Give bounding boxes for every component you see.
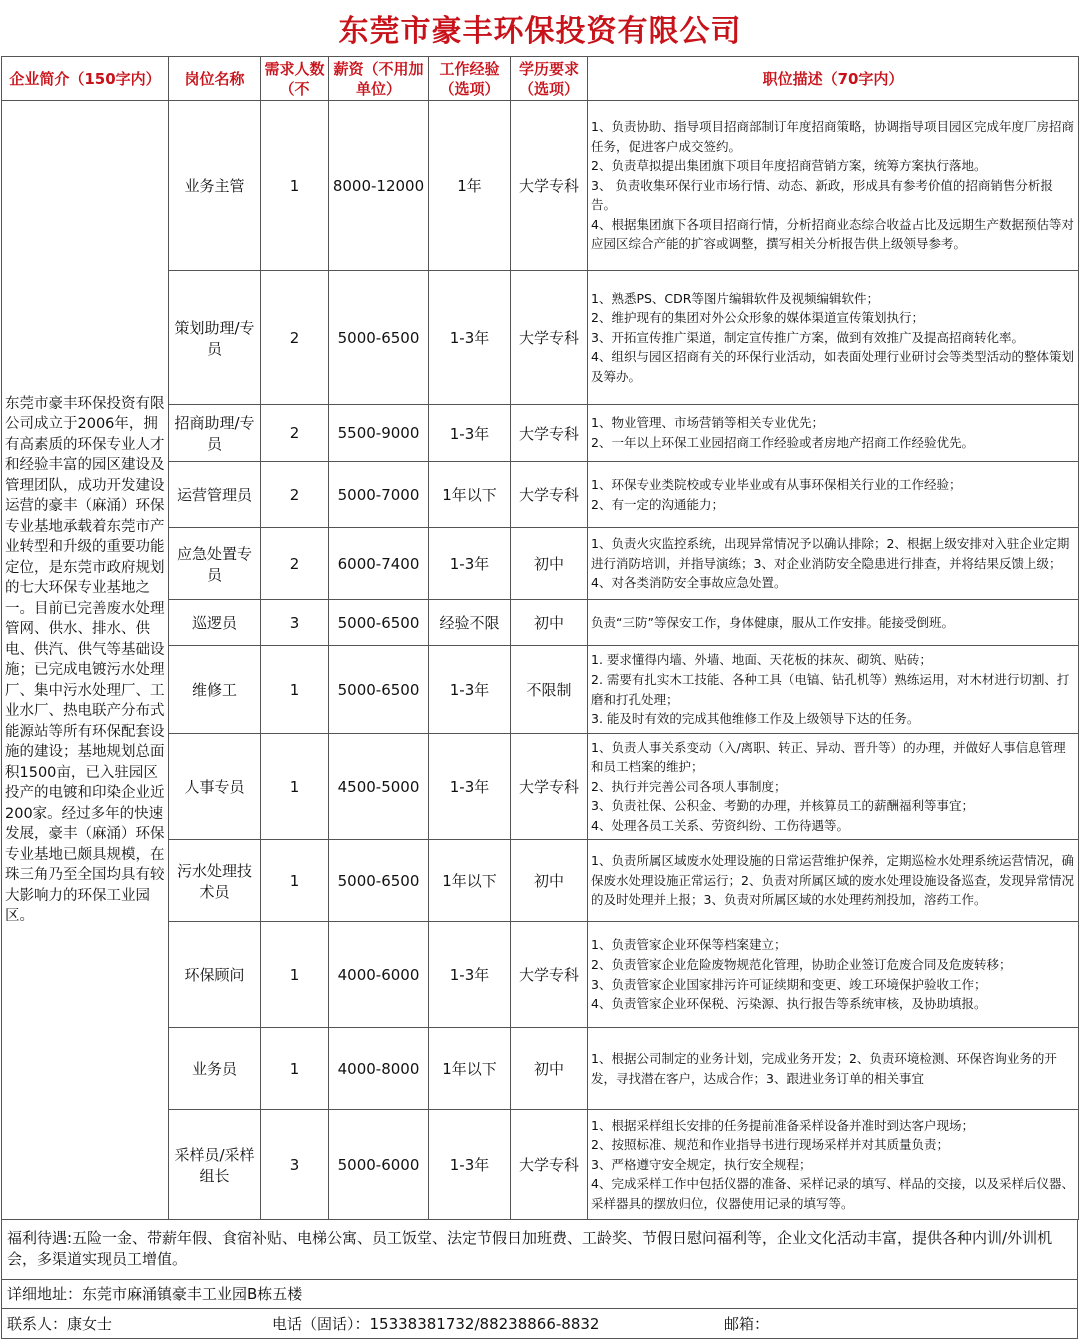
job-description bbox=[588, 646, 1079, 734]
job-position: 维修工 bbox=[169, 646, 261, 734]
job-count: 1 bbox=[261, 922, 329, 1028]
job-education: 初中 bbox=[511, 840, 588, 922]
job-salary: 4000-8000 bbox=[329, 1028, 429, 1110]
job-count: 3 bbox=[261, 600, 329, 646]
job-experience: 1-3年 bbox=[429, 646, 511, 734]
job-salary: 5500-9000 bbox=[329, 405, 429, 462]
description-line: 3、 负责收集环保行业市场行情、动态、新政，形成具有参考价值的招商销售分析报告。 bbox=[591, 177, 1053, 213]
job-salary: 6000-7400 bbox=[329, 528, 429, 600]
job-description bbox=[588, 1110, 1079, 1220]
job-experience: 1年 bbox=[429, 101, 511, 271]
job-experience: 1-3年 bbox=[429, 271, 511, 405]
job-education: 大学专科 bbox=[511, 271, 588, 405]
job-count: 2 bbox=[261, 271, 329, 405]
address-text: 详细地址：东莞市麻涌镇豪丰工业园B栋五楼 bbox=[1, 1280, 1078, 1309]
job-education: 初中 bbox=[511, 1028, 588, 1110]
description-line: 1、环保专业类院校或专业毕业或有从事环保相关行业的工作经验； bbox=[591, 476, 962, 492]
job-education: 大学专科 bbox=[511, 101, 588, 271]
description-line: 1、负责所属区域废水处理设施的日常运营维护保养，定期巡检水处理系统运营情况，确保废水处理设施正常运行；2、负责对所属区域的废水处理设施设备巡查，发现异常情况的及时处理并上报；3、负责对所属区域的水处理药剂投加，溶药工作。 bbox=[591, 853, 1074, 908]
job-description bbox=[588, 462, 1079, 528]
job-position: 策划助理/专员 bbox=[169, 271, 261, 405]
job-experience: 1-3年 bbox=[429, 734, 511, 840]
job-position: 招商助理/专员 bbox=[169, 405, 261, 462]
job-salary: 4000-6000 bbox=[329, 922, 429, 1028]
job-position: 采样员/采样组长 bbox=[169, 1110, 261, 1220]
job-position: 人事专员 bbox=[169, 734, 261, 840]
job-salary: 5000-6000 bbox=[329, 1110, 429, 1220]
description-line: 2、维护现有的集团对外公众形象的媒体渠道宣传策划执行； bbox=[591, 310, 924, 326]
job-education: 大学专科 bbox=[511, 734, 588, 840]
job-experience: 1年以下 bbox=[429, 462, 511, 528]
job-count: 1 bbox=[261, 734, 329, 840]
job-experience: 1-3年 bbox=[429, 922, 511, 1028]
description-line: 1. 要求懂得内墙、外墙、地面、天花板的抹灰、砌筑、贴砖； bbox=[591, 652, 932, 668]
job-salary: 5000-6500 bbox=[329, 600, 429, 646]
header-education: 学历要求（选项） bbox=[511, 57, 588, 101]
header-intro: 企业简介（150字内） bbox=[2, 57, 169, 101]
job-education: 初中 bbox=[511, 600, 588, 646]
job-position: 运营管理员 bbox=[169, 462, 261, 528]
job-position: 业务员 bbox=[169, 1028, 261, 1110]
description-line: 3、开拓宣传推广渠道，制定宣传推广方案，做到有效推广及提高招商转化率。 bbox=[591, 329, 1024, 345]
header-description: 职位描述（70字内） bbox=[588, 57, 1079, 101]
job-count: 1 bbox=[261, 840, 329, 922]
header-salary: 薪资（不用加单位） bbox=[329, 57, 429, 101]
description-line: 1、物业管理、市场营销等相关专业优先； bbox=[591, 415, 824, 431]
job-position: 应急处置专员 bbox=[169, 528, 261, 600]
job-description bbox=[588, 1028, 1079, 1110]
job-education: 不限制 bbox=[511, 646, 588, 734]
job-experience: 经验不限 bbox=[429, 600, 511, 646]
job-experience: 1年以下 bbox=[429, 840, 511, 922]
company-title: 东莞市豪丰环保投资有限公司 bbox=[338, 14, 742, 49]
job-count: 2 bbox=[261, 405, 329, 462]
job-experience: 1-3年 bbox=[429, 528, 511, 600]
job-salary: 5000-6500 bbox=[329, 840, 429, 922]
contact-row bbox=[1, 1309, 1078, 1339]
description-line: 1、负责火灾监控系统，出现异常情况予以确认排除；2、根据上级安排对入驻企业定期进行消防培训，并指导演练；3、对企业消防安全隐患进行排查，并将结果反馈上级；4、对各类消防安全事故应急处置。 bbox=[591, 536, 1070, 591]
job-count: 1 bbox=[261, 646, 329, 734]
job-count: 1 bbox=[261, 101, 329, 271]
job-description bbox=[588, 405, 1079, 462]
job-salary: 4500-5000 bbox=[329, 734, 429, 840]
job-description bbox=[588, 840, 1079, 922]
description-line: 负责“三防”等保安工作，身体健康，服从工作安排。能接受倒班。 bbox=[591, 614, 954, 630]
description-line: 3、负责管家企业国家排污许可证续期和变更、竣工环境保护验收工作； bbox=[591, 976, 987, 992]
header-row bbox=[2, 57, 1079, 101]
job-salary: 5000-6500 bbox=[329, 271, 429, 405]
description-line: 2、执行并完善公司各项人事制度； bbox=[591, 778, 787, 794]
job-description bbox=[588, 271, 1079, 405]
job-position: 巡逻员 bbox=[169, 600, 261, 646]
job-count: 2 bbox=[261, 462, 329, 528]
description-line: 1、负责管家企业环保等档案建立； bbox=[591, 937, 787, 953]
job-description bbox=[588, 600, 1079, 646]
description-line: 2、负责管家企业危险废物规范化管理，协助企业签订危废合同及危废转移； bbox=[591, 956, 1012, 972]
description-line: 1、根据采样组长安排的任务提前准备采样设备并准时到达客户现场； bbox=[591, 1117, 974, 1133]
description-line: 3. 能及时有效的完成其他维修工作及上级领导下达的任务。 bbox=[591, 711, 920, 727]
company-intro: 东莞市豪丰环保投资有限公司成立于2006年，拥有高素质的环保专业人才和经验丰富的园区建设及管理团队，成功开发建设运营的豪丰（麻涌）环保专业基地承载着东莞市产业转型和升级的重要功能定位，是东莞市政府规划的七大环保专业基地之一。目前已完善废水处理管网、供水、排水、供电、供汽、供气等基础设施；已完成电镀污水处理厂、集中污水处理厂、工业水厂、热电联产分布式能源站等所有环保配套设施的建设；基地规划总面积1500亩，已入驻园区投产的电镀和印染企业近200家。经过多年的快速发展，豪丰（麻涌）环保专业基地已颇具规模，在珠三角乃至全国均具有较大影响力的环保工业园区。 bbox=[2, 101, 169, 1220]
contact-person: 联系人：康女士 bbox=[7, 1315, 113, 1333]
job-description bbox=[588, 528, 1079, 600]
job-education: 初中 bbox=[511, 528, 588, 600]
job-position: 污水处理技术员 bbox=[169, 840, 261, 922]
description-line: 4、负责管家企业环保税、污染源、执行报告等系统审核，及协助填报。 bbox=[591, 996, 987, 1012]
description-line: 2. 需要有扎实木工技能、各种工具（电镐、钻孔机等）熟练运用，对木材进行切割、打磨和打孔处理； bbox=[591, 671, 1070, 707]
job-description bbox=[588, 734, 1079, 840]
description-line: 2、有一定的沟通能力； bbox=[591, 496, 724, 512]
job-education: 大学专科 bbox=[511, 922, 588, 1028]
job-education: 大学专科 bbox=[511, 405, 588, 462]
contact-phone: 电话（固话）：15338381732/88238866-8832 bbox=[272, 1315, 600, 1333]
job-education: 大学专科 bbox=[511, 1110, 588, 1220]
header-experience: 工作经验（选项） bbox=[429, 57, 511, 101]
description-line: 2、一年以上环保工业园招商工作经验或者房地产招商工作经验优先。 bbox=[591, 435, 974, 450]
job-count: 3 bbox=[261, 1110, 329, 1220]
description-line: 4、根据集团旗下各项目招商行情，分析招商业态综合收益占比及远期生产数据预估等对应园区综合产能的扩容或调整，撰写相关分析报告供上级领导参考。 bbox=[591, 216, 1074, 252]
job-description bbox=[588, 922, 1079, 1028]
job-position: 环保顾问 bbox=[169, 922, 261, 1028]
header-count: 需求人数（不 bbox=[261, 57, 329, 101]
job-experience: 1-3年 bbox=[429, 405, 511, 462]
job-count: 1 bbox=[261, 1028, 329, 1110]
description-line: 2、负责草拟提出集团旗下项目年度招商营销方案，统筹方案执行落地。 bbox=[591, 158, 987, 174]
job-experience: 1-3年 bbox=[429, 1110, 511, 1220]
job-position: 业务主管 bbox=[169, 101, 261, 271]
job-salary: 5000-7000 bbox=[329, 462, 429, 528]
job-experience: 1年以下 bbox=[429, 1028, 511, 1110]
description-line: 4、组织与园区招商有关的环保行业活动，如表面处理行业研讨会等类型活动的整体策划及筹办。 bbox=[591, 349, 1074, 384]
job-salary: 5000-6500 bbox=[329, 646, 429, 734]
job-description bbox=[588, 101, 1079, 271]
description-line: 1、负责协助、指导项目招商部制订年度招商策略，协调指导项目园区完成年度厂房招商任务，促进客户成交签约。 bbox=[591, 118, 1074, 154]
benefits-text: 福利待遇:五险一金、带薪年假、食宿补贴、电梯公寓、员工饭堂、法定节假日加班费、工龄奖、节假日慰问福利等，企业文化活动丰富，提供各种内训/外训机会，多渠道实现员工增值。 bbox=[1, 1219, 1078, 1280]
description-line: 1、负责人事关系变动（入/离职、转正、异动、晋升等）的办理，并做好人事信息管理和员工档案的维护； bbox=[591, 739, 1066, 775]
description-line: 4、完成采样工作中包括仪器的准备、采样记录的填写、样品的交接，以及采样后仪器、采样器具的摆放归位，仪器使用记录的填写等。 bbox=[591, 1176, 1074, 1211]
description-line: 4、处理各员工关系、劳资纠纷、工伤待遇等。 bbox=[591, 817, 849, 833]
description-line: 3、严格遵守安全规定，执行安全规程； bbox=[591, 1156, 812, 1172]
description-line: 2、按照标准、规范和作业指导书进行现场采样并对其质量负责； bbox=[591, 1137, 949, 1153]
jobs-table bbox=[1, 56, 1079, 1220]
contact-email: 邮箱： bbox=[724, 1315, 770, 1333]
header-position: 岗位名称 bbox=[169, 57, 261, 101]
description-line: 1、熟悉PS、CDR等图片编辑软件及视频编辑软件； bbox=[591, 290, 879, 306]
description-line: 1、根据公司制定的业务计划，完成业务开发；2、负责环境检测、环保咨询业务的开发，寻找潜在客户，达成合作；3、跟进业务订单的相关事宜 bbox=[591, 1050, 1057, 1086]
job-education: 大学专科 bbox=[511, 462, 588, 528]
description-line: 3、负责社保、公积金、考勤的办理，并核算员工的薪酬福利等事宜； bbox=[591, 798, 974, 814]
table-row bbox=[2, 101, 1079, 271]
jobs-body bbox=[2, 101, 1079, 1220]
job-salary: 8000-12000 bbox=[329, 101, 429, 271]
job-count: 2 bbox=[261, 528, 329, 600]
